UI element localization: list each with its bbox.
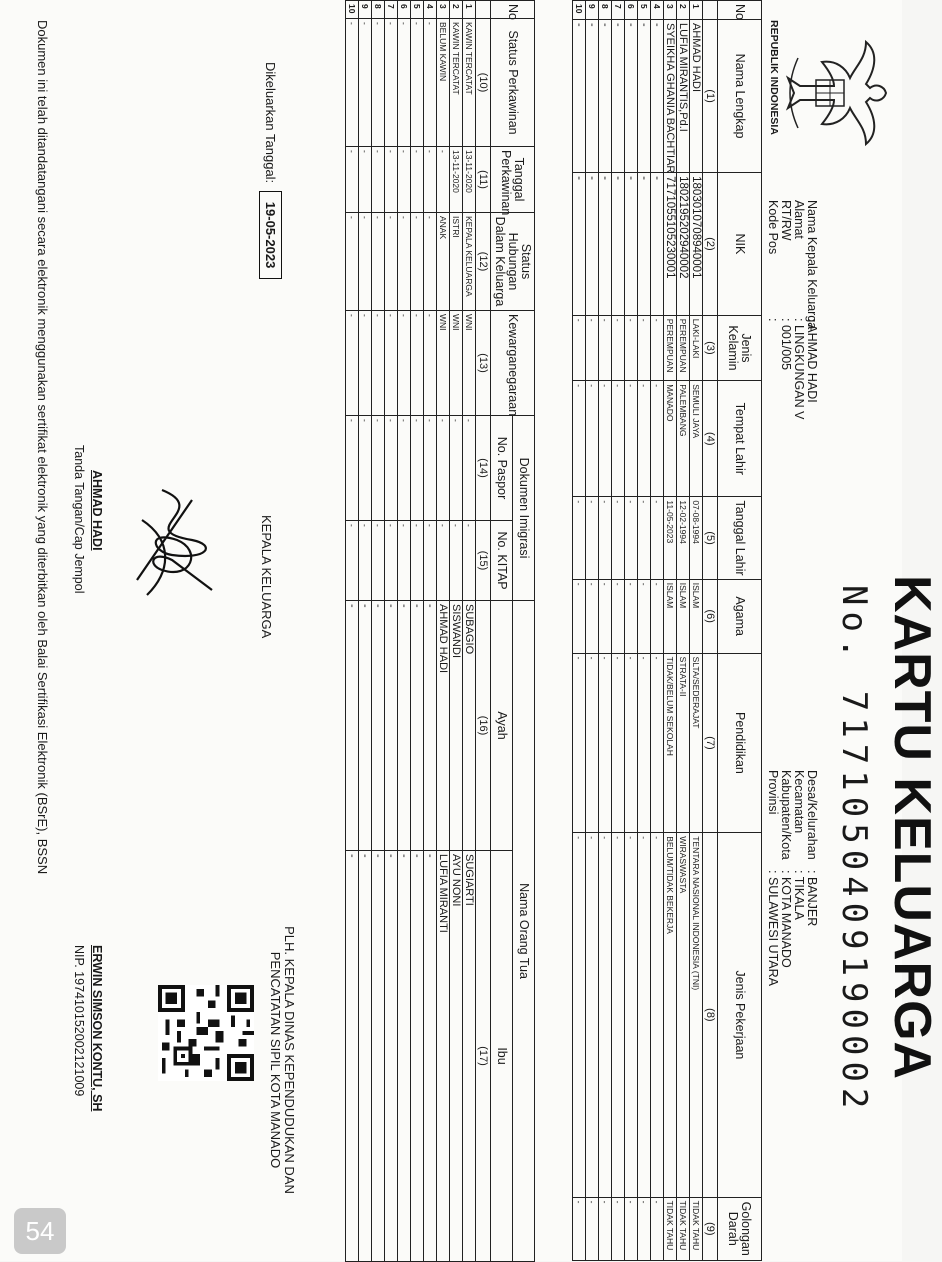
table-cell: 7171055105230001 [664, 173, 677, 316]
issued-date-value: 19-05-2023 [259, 191, 282, 280]
row-number: 2 [677, 1, 690, 20]
table-cell: - [346, 19, 359, 147]
table-cell: MANADO [664, 381, 677, 497]
table-row [359, 1, 372, 1262]
table-cell: AHMAD HADI [437, 601, 450, 851]
row-number: 9 [359, 1, 372, 19]
issued-date [259, 62, 282, 279]
table-row [599, 1, 612, 1261]
table-cell: - [398, 851, 411, 1262]
table-cell: - [638, 497, 651, 579]
table-cell: - [651, 833, 664, 1197]
table-row [450, 1, 463, 1262]
table-cell: ISLAM [677, 579, 690, 653]
table-cell: PEREMPUAN [677, 315, 690, 380]
table-cell: AYU NONI [450, 851, 463, 1262]
official-nip: NIP. 197410152002121009 [72, 945, 86, 1097]
table-cell: - [651, 315, 664, 380]
table-header-row: No Status Perkawinan Tanggal Perkawinan Status Hubungan Dalam Keluarga Kewarganegaraan Dokumen Imigrasi Nama Orang Tua [513, 1, 535, 1262]
official-name: ERWIN SIMSON KONTU, SH [90, 945, 104, 1112]
row-number: 1 [463, 1, 476, 19]
table-cell: - [359, 601, 372, 851]
table-cell: TIDAK TAHU [664, 1197, 677, 1260]
region-info-row: Kabupaten/Kota: KOTA MANADO [779, 770, 793, 968]
table-cell: - [437, 521, 450, 601]
table-cell: - [346, 147, 359, 213]
table-cell: KEPALA KELUARGA [463, 213, 476, 311]
electronic-signature-disclaimer: Dokumen ini telah ditandatangani secara elektronik menggunakan sertifikat elektronik yang diterbitkan oleh Balai Sertifikasi Elektronik (BSrE), BSSN [35, 20, 50, 875]
table-cell: 13-11-2020 [463, 147, 476, 213]
table-cell: - [599, 315, 612, 380]
table-cell: KAWIN TERCATAT [450, 19, 463, 147]
row-number: 10 [346, 1, 359, 19]
table-row [651, 1, 664, 1261]
table-cell: - [573, 381, 586, 497]
table-row [411, 1, 424, 1262]
row-number: 5 [411, 1, 424, 19]
table-cell: - [411, 851, 424, 1262]
signer-name: AHMAD HADI [90, 470, 104, 551]
table-cell: SLTA/SEDERAJAT [690, 653, 703, 833]
head-info-row: Nama Kepala Keluarga: AHMAD HADI [805, 200, 819, 403]
table-cell: - [424, 521, 437, 601]
table-cell: - [599, 653, 612, 833]
table-cell: - [372, 416, 385, 521]
table-row [612, 1, 625, 1261]
table-cell: - [651, 653, 664, 833]
official-title: PLH. KEPALA DINAS KEPENDUDUKAN DAN PENCATATAN SIPIL KOTA MANADO [268, 926, 297, 1194]
table-cell: - [638, 653, 651, 833]
table-cell: - [463, 416, 476, 521]
table-row [664, 1, 677, 1261]
table-cell: - [372, 147, 385, 213]
table-row [625, 1, 638, 1261]
table-cell: - [612, 173, 625, 316]
row-number: 2 [450, 1, 463, 19]
table-cell: - [424, 213, 437, 311]
row-number: 3 [437, 1, 450, 19]
table-cell: - [346, 311, 359, 416]
table-header-row: No Nama Lengkap NIK Jenis Kelamin Tempat Lahir Tanggal Lahir Agama Pendidikan Jenis Pekerjaan Golongan Darah [718, 1, 762, 1261]
table-cell: SYEIKHA GHANIA BACHTIAR [664, 20, 677, 173]
table-cell: - [372, 851, 385, 1262]
table-cell: - [398, 416, 411, 521]
table-cell: - [573, 173, 586, 316]
table-cell: - [359, 521, 372, 601]
table-cell: - [599, 497, 612, 579]
table-cell: - [599, 20, 612, 173]
table-cell: ANAK [437, 213, 450, 311]
row-number: 1 [690, 1, 703, 20]
table-cell: - [625, 315, 638, 380]
table-cell: SUBAGIO [463, 601, 476, 851]
table-cell: - [651, 173, 664, 316]
table-cell: 1802195202940002 [677, 173, 690, 316]
table-cell: - [651, 20, 664, 173]
table-cell: - [359, 311, 372, 416]
table-cell: - [612, 315, 625, 380]
table-cell: - [385, 311, 398, 416]
table-cell: - [625, 381, 638, 497]
table-cell: 11-05-2023 [664, 497, 677, 579]
table-row [573, 1, 586, 1261]
table-cell: - [651, 1197, 664, 1260]
table-cell: 12-02-1994 [677, 497, 690, 579]
table-row [346, 1, 359, 1262]
row-number: 10 [573, 1, 586, 20]
table-cell: - [586, 1197, 599, 1260]
signer-note: Tanda Tangan/Cap Jempol [72, 445, 86, 594]
table-row [385, 1, 398, 1262]
table-cell: - [450, 521, 463, 601]
table-cell: TIDAK/BELUM SEKOLAH [664, 653, 677, 833]
table-cell: - [424, 601, 437, 851]
table-cell: SEMULI JAYA [690, 381, 703, 497]
garuda-emblem-icon [778, 38, 896, 148]
table-cell: - [463, 521, 476, 601]
table-cell: - [346, 521, 359, 601]
table-row [372, 1, 385, 1262]
table-cell: - [625, 653, 638, 833]
table-cell: - [346, 851, 359, 1262]
table-cell: - [346, 416, 359, 521]
table-cell: - [651, 579, 664, 653]
table-cell: - [612, 497, 625, 579]
table-cell: - [573, 833, 586, 1197]
table-cell: - [346, 601, 359, 851]
region-info-row: Kecamatan: TIKALA [792, 770, 806, 920]
table-cell: - [411, 213, 424, 311]
table-cell: WNI [450, 311, 463, 416]
table-header-row: No. Paspor No. KITAP Ayah Ibu [491, 1, 513, 1262]
family-members-table [572, 0, 762, 1261]
table-cell: - [625, 1197, 638, 1260]
head-info [766, 200, 818, 419]
table-cell: - [424, 147, 437, 213]
table-cell: - [346, 213, 359, 311]
table-cell: - [398, 521, 411, 601]
table-cell: - [586, 497, 599, 579]
table-row [690, 1, 703, 1261]
table-cell: - [638, 833, 651, 1197]
table-cell: - [586, 381, 599, 497]
table-cell: - [651, 497, 664, 579]
table-cell: - [398, 213, 411, 311]
table-cell: WIRASWASTA [677, 833, 690, 1197]
table-cell: - [411, 416, 424, 521]
row-number: 8 [599, 1, 612, 20]
table-cell: - [573, 497, 586, 579]
head-info-row: Alamat: LINGKUNGAN V [792, 200, 806, 420]
family-status-table [345, 0, 535, 1262]
table-cell: - [398, 19, 411, 147]
table-cell: - [638, 20, 651, 173]
signature-mark [122, 470, 232, 610]
table-cell: - [586, 173, 599, 316]
page-number-badge: 54 [14, 1208, 66, 1254]
table-cell: ISLAM [690, 579, 703, 653]
table-cell: - [599, 833, 612, 1197]
table-cell: - [573, 20, 586, 173]
table-cell: - [573, 653, 586, 833]
table-cell: - [573, 579, 586, 653]
table-cell: STRATA-II [677, 653, 690, 833]
table-cell: - [359, 147, 372, 213]
table-cell: - [359, 213, 372, 311]
row-number: 4 [424, 1, 437, 19]
country-label: REPUBLIK INDONESIA [768, 20, 780, 135]
table-subheader-row: (10) (11) (12) (13) (14) (15) (16) (17) [476, 1, 491, 1262]
table-cell: TIDAK TAHU [690, 1197, 703, 1260]
table-cell: - [385, 601, 398, 851]
table-cell: ISTRI [450, 213, 463, 311]
table-cell: - [424, 851, 437, 1262]
table-cell: TENTARA NASIONAL INDONESIA (TNI) [690, 833, 703, 1197]
table-cell: - [385, 213, 398, 311]
table-row [424, 1, 437, 1262]
table-cell: BELUM/TIDAK BEKERJA [664, 833, 677, 1197]
table-cell: WNI [437, 311, 450, 416]
table-cell: - [411, 601, 424, 851]
table-cell: - [385, 851, 398, 1262]
table-cell: - [411, 521, 424, 601]
table-cell: - [398, 147, 411, 213]
head-info-row: Kode Pos: [766, 200, 780, 322]
table-cell: TIDAK TAHU [677, 1197, 690, 1260]
table-cell: - [411, 147, 424, 213]
table-cell: - [372, 19, 385, 147]
table-row [638, 1, 651, 1261]
table-cell: 13-11-2020 [450, 147, 463, 213]
table-cell: BELUM KAWIN [437, 19, 450, 147]
region-info-row: Desa/Kelurahan: BANJER [805, 770, 819, 927]
table-cell: - [612, 653, 625, 833]
table-cell: - [424, 416, 437, 521]
table-row [677, 1, 690, 1261]
region-info-row: Provinsi: SULAWESI UTARA [766, 770, 780, 986]
table-subheader-row: (1) (2) (3) (4) (5) (6) (7) (8) (9) [703, 1, 718, 1261]
table-cell: LUFIA MIRANTI [437, 851, 450, 1262]
kepala-keluarga-label: KEPALA KELUARGA [259, 515, 274, 639]
row-number: 4 [651, 1, 664, 20]
table-cell: - [586, 833, 599, 1197]
document-number: No. 7171050409190002 [834, 585, 874, 1115]
row-number: 7 [612, 1, 625, 20]
table-cell: WNI [463, 311, 476, 416]
table-row [398, 1, 411, 1262]
table-cell: ISLAM [664, 579, 677, 653]
table-cell: - [586, 315, 599, 380]
qr-code-icon [158, 985, 254, 1081]
table-cell: - [385, 147, 398, 213]
issued-label: Dikeluarkan Tanggal: [263, 62, 278, 184]
table-cell: - [411, 19, 424, 147]
table-cell: - [411, 311, 424, 416]
table-cell: - [586, 653, 599, 833]
table-cell: LUFIA MIRANTIS,Pd.I [677, 20, 690, 173]
table-cell: - [424, 19, 437, 147]
row-number: 9 [586, 1, 599, 20]
table-cell: - [612, 20, 625, 173]
table-cell: - [599, 1197, 612, 1260]
table-cell: - [573, 315, 586, 380]
table-cell: - [385, 416, 398, 521]
table-cell: AHMAD HADI [690, 20, 703, 173]
table-cell: - [599, 579, 612, 653]
table-cell: - [398, 311, 411, 416]
table-cell: - [625, 579, 638, 653]
table-cell: PEREMPUAN [664, 315, 677, 380]
table-cell: - [372, 521, 385, 601]
table-cell: - [372, 311, 385, 416]
table-cell: - [612, 381, 625, 497]
table-cell: - [586, 579, 599, 653]
row-number: 8 [372, 1, 385, 19]
table-cell: - [625, 497, 638, 579]
table-cell: - [437, 147, 450, 213]
table-cell: - [437, 416, 450, 521]
row-number: 7 [385, 1, 398, 19]
table-row [586, 1, 599, 1261]
document-title: KARTU KELUARGA [883, 575, 941, 1081]
row-number: 3 [664, 1, 677, 20]
table-cell: SUGIARTI [463, 851, 476, 1262]
table-cell: - [638, 173, 651, 316]
table-cell: - [625, 20, 638, 173]
table-cell: - [586, 20, 599, 173]
table-cell: - [612, 579, 625, 653]
table-cell: - [372, 601, 385, 851]
row-number: 6 [625, 1, 638, 20]
table-cell: - [638, 579, 651, 653]
table-row [437, 1, 450, 1262]
table-cell: - [599, 381, 612, 497]
row-number: 6 [398, 1, 411, 19]
region-info [766, 770, 818, 986]
table-cell: - [359, 851, 372, 1262]
table-cell: - [638, 1197, 651, 1260]
table-cell: - [398, 601, 411, 851]
row-number: 5 [638, 1, 651, 20]
table-cell: - [612, 833, 625, 1197]
table-cell: 1803010708940001 [690, 173, 703, 316]
table-cell: - [573, 1197, 586, 1260]
head-info-row: RT/RW: 001/005 [779, 200, 793, 371]
table-cell: - [638, 315, 651, 380]
table-cell: LAKI-LAKI [690, 315, 703, 380]
table-cell: - [625, 173, 638, 316]
table-cell: - [424, 311, 437, 416]
table-cell: - [599, 173, 612, 316]
table-cell: 07-08-1994 [690, 497, 703, 579]
table-cell: - [385, 19, 398, 147]
table-cell: SISWANDI [450, 601, 463, 851]
table-cell: KAWIN TERCATAT [463, 19, 476, 147]
table-cell: - [385, 521, 398, 601]
table-cell: - [359, 416, 372, 521]
table-cell: - [651, 381, 664, 497]
table-cell: - [450, 416, 463, 521]
table-row [463, 1, 476, 1262]
table-cell: - [612, 1197, 625, 1260]
table-cell: - [372, 213, 385, 311]
table-cell: - [359, 19, 372, 147]
table-cell: - [625, 833, 638, 1197]
table-cell: - [638, 381, 651, 497]
table-cell: PALEMBANG [677, 381, 690, 497]
